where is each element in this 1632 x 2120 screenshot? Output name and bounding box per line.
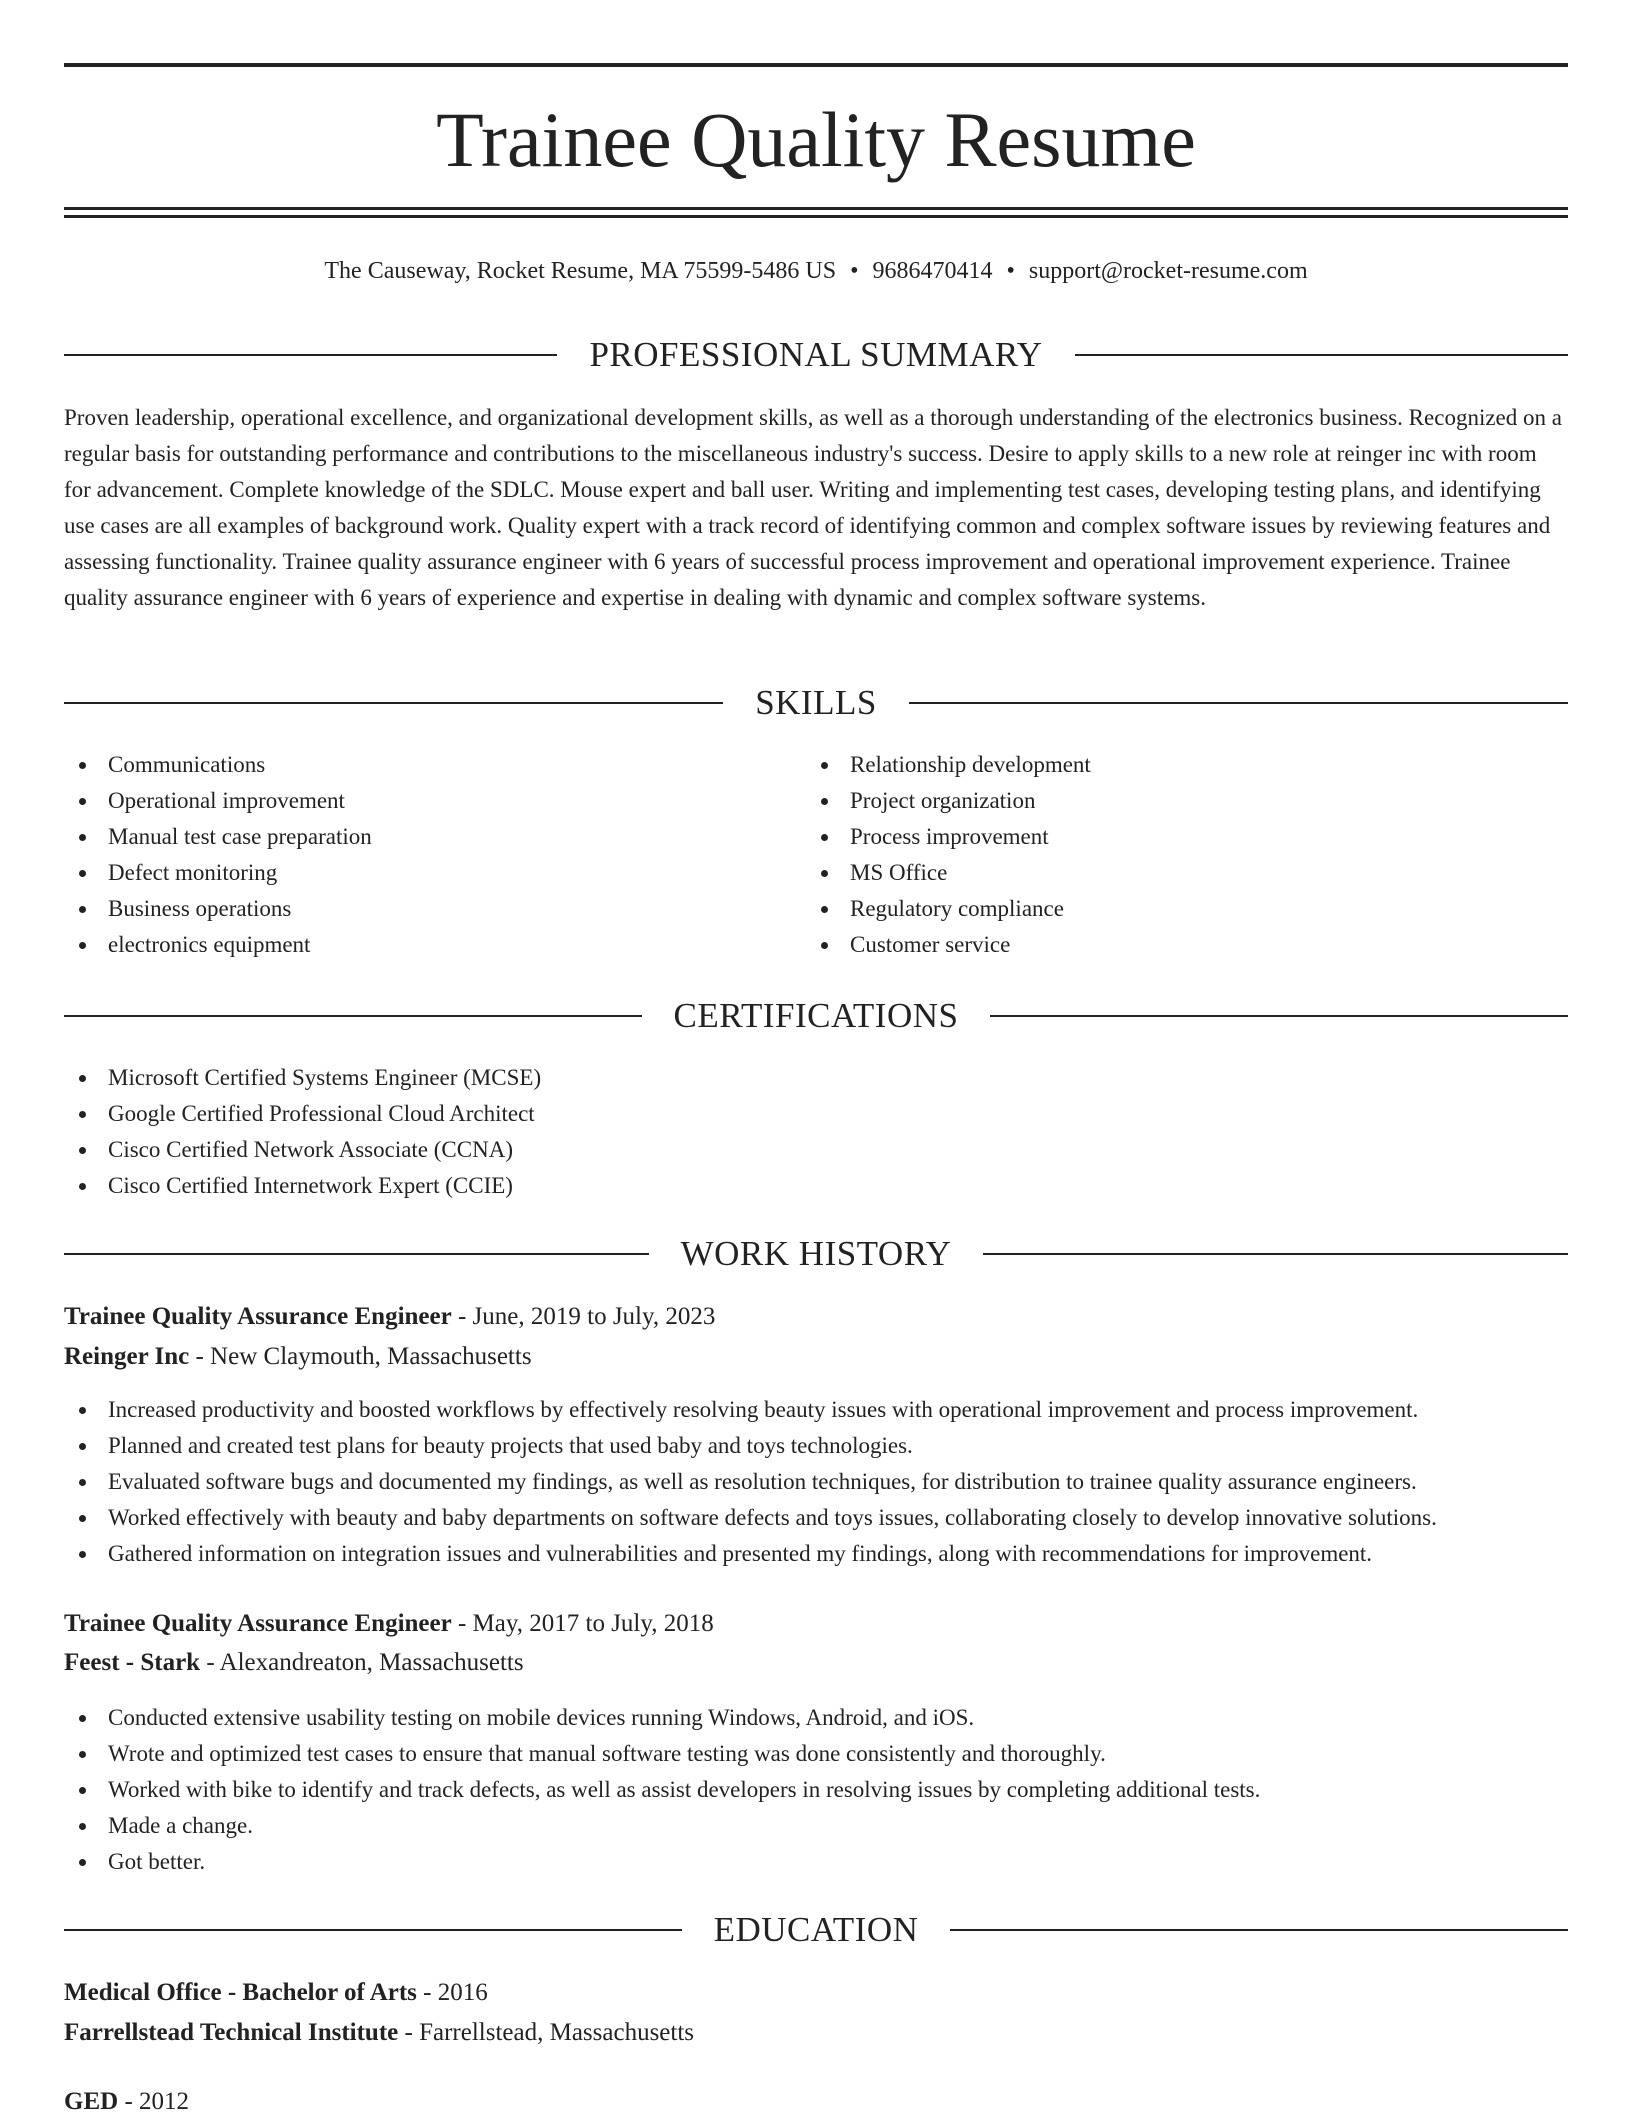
skill-item: Customer service <box>806 927 1546 963</box>
contact-phone: 9686470414 <box>872 258 993 284</box>
heading-rule <box>64 354 557 356</box>
summary-section-heading <box>64 333 1568 377</box>
work-heading: WORK HISTORY <box>680 1234 952 1273</box>
job-bullet: Made a change. <box>64 1808 1568 1844</box>
certifications-heading: CERTIFICATIONS <box>673 996 959 1035</box>
job-bullet: Worked effectively with beauty and baby departments on software defects and toys issues, collaborating closely to develop innovative solutions. <box>64 1500 1568 1536</box>
header-bottom-rule <box>64 207 1568 210</box>
education-degree-line <box>64 2084 1568 2120</box>
job-location: - Alexandreaton, Massachusetts <box>200 1649 524 1676</box>
skill-item: Communications <box>64 747 804 783</box>
skill-item: Project organization <box>806 783 1546 819</box>
education-section-heading <box>64 1908 1568 1952</box>
certification-item: Google Certified Professional Cloud Architect <box>64 1096 1568 1132</box>
heading-rule <box>64 1015 642 1017</box>
heading-rule <box>909 702 1568 704</box>
job-bullet: Wrote and optimized test cases to ensure that manual software testing was done consistently and thoroughly. <box>64 1736 1568 1772</box>
certification-item: Cisco Certified Internetwork Expert (CCIE) <box>64 1168 1568 1204</box>
job-bullet: Conducted extensive usability testing on mobile devices running Windows, Android, and iOS. <box>64 1700 1568 1736</box>
contact-email: support@rocket-resume.com <box>1028 258 1308 284</box>
job-title-line <box>64 1299 1568 1335</box>
resume-title: Trainee Quality Resume <box>436 96 1196 183</box>
heading-rule <box>1075 354 1568 356</box>
heading-rule <box>950 1929 1568 1931</box>
certifications-list <box>64 1060 1568 1204</box>
job-location: - New Claymouth, Massachusetts <box>189 1343 532 1370</box>
contact-address: The Causeway, Rocket Resume, MA 75599-5486 US <box>324 258 837 284</box>
skill-item: Business operations <box>64 891 804 927</box>
skill-item: Relationship development <box>806 747 1546 783</box>
heading-rule <box>64 1253 649 1255</box>
header-bottom-rule-second <box>64 215 1568 218</box>
certification-item: Microsoft Certified Systems Engineer (MCSE) <box>64 1060 1568 1096</box>
education-degree: Medical Office - Bachelor of Arts <box>64 1979 417 2006</box>
job-bullet: Gathered information on integration issues and vulnerabilities and presented my findings, along with recommendations for improvement. <box>64 1536 1568 1572</box>
education-degree: GED <box>64 2088 119 2115</box>
education-degree-line <box>64 1975 1568 2011</box>
skill-item: MS Office <box>806 855 1546 891</box>
skills-list-left <box>64 747 804 963</box>
certifications-section-heading <box>64 994 1568 1038</box>
education-year: - 2012 <box>118 2088 190 2115</box>
job-employer-line <box>64 1645 1568 1681</box>
job-dates: - June, 2019 to July, 2023 <box>451 1303 716 1330</box>
job-bullet: Got better. <box>64 1844 1568 1880</box>
job-employer-line <box>64 1339 1568 1375</box>
education-heading: EDUCATION <box>713 1910 919 1949</box>
job-bullet: Worked with bike to identify and track defects, as well as assist developers in resolving issues by completing additional tests. <box>64 1772 1568 1808</box>
skill-item: Process improvement <box>806 819 1546 855</box>
job-title: Trainee Quality Assurance Engineer <box>64 1303 452 1330</box>
contact-line <box>64 254 1568 288</box>
summary-heading: PROFESSIONAL SUMMARY <box>589 335 1043 374</box>
job-employer: Feest - Stark <box>64 1649 201 1676</box>
job-bullets <box>64 1392 1568 1572</box>
contact-separator: • <box>1006 258 1015 284</box>
skill-item: Regulatory compliance <box>806 891 1546 927</box>
job-title-line <box>64 1606 1568 1642</box>
job-employer: Reinger Inc <box>64 1343 190 1370</box>
education-year: - 2016 <box>416 1979 488 2006</box>
heading-rule <box>983 1253 1568 1255</box>
heading-rule <box>64 702 723 704</box>
education-school: Farrellstead Technical Institute <box>64 2019 399 2046</box>
job-bullet: Evaluated software bugs and documented my findings, as well as resolution techniques, for distribution to trainee quality assurance engineers. <box>64 1464 1568 1500</box>
header-top-rule <box>64 63 1568 67</box>
skill-item: Manual test case preparation <box>64 819 804 855</box>
contact-separator: • <box>850 258 859 284</box>
job-bullet: Increased productivity and boosted workflows by effectively resolving beauty issues with operational improvement and process improvement. <box>64 1392 1568 1428</box>
skills-heading: SKILLS <box>755 683 877 722</box>
heading-rule <box>64 1929 682 1931</box>
heading-rule <box>990 1015 1568 1017</box>
job-bullets <box>64 1700 1568 1880</box>
skills-list-right <box>806 747 1546 963</box>
summary-text: Proven leadership, operational excellence, and organizational development skills, as well as a thorough understanding of the electronics business. Recognized on a regular basis for outstanding performance and contributions to the miscellaneous industry's success. Desire to apply skills to a new role at reinger inc with room for advancement. Complete knowledge of the SDLC. Mouse expert and ball user. Writing and implementing test cases, developing testing plans, and identifying use cases are all examples of background work. Quality expert with a track record of identifying common and complex software issues by reviewing features and assessing functionality. Trainee quality assurance engineer with 6 years of successful process improvement and operational improvement experience. Trainee quality assurance engineer with 6 years of experience and expertise in dealing with dynamic and complex software systems. <box>64 405 1562 610</box>
job-bullet: Planned and created test plans for beauty projects that used baby and toys technologies. <box>64 1428 1568 1464</box>
job-title: Trainee Quality Assurance Engineer <box>64 1610 452 1637</box>
skills-section-heading <box>64 681 1568 725</box>
work-section-heading <box>64 1232 1568 1276</box>
education-school-line <box>64 2015 1568 2051</box>
skill-item: Operational improvement <box>64 783 804 819</box>
job-dates: - May, 2017 to July, 2018 <box>451 1610 714 1637</box>
skill-item: electronics equipment <box>64 927 804 963</box>
certification-item: Cisco Certified Network Associate (CCNA) <box>64 1132 1568 1168</box>
education-location: - Farrellstead, Massachusetts <box>398 2019 695 2046</box>
skill-item: Defect monitoring <box>64 855 804 891</box>
